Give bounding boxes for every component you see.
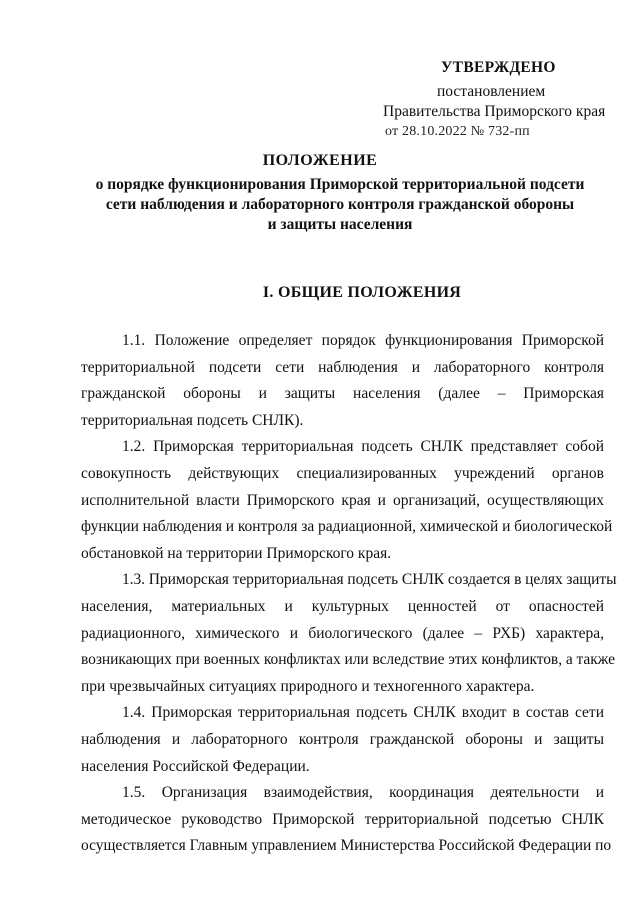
paragraph-line: исполнительной власти Приморского края и организаций, осуществляющих xyxy=(81,491,604,509)
subtitle-line: сети наблюдения и лабораторного контроля гражданской обороны xyxy=(105,196,575,213)
paragraph-line: обстановкой на территории Приморского края. xyxy=(81,544,392,562)
approval-line-government: Правительства Приморского края xyxy=(383,103,606,120)
paragraph-line: населения, материальных и культурных ценностей от опасностей xyxy=(81,597,604,615)
paragraph-line: совокупность действующих специализированных учреждений органов xyxy=(81,464,604,482)
paragraph-line: наблюдения и лабораторного контроля гражданской обороны и защиты xyxy=(81,730,604,748)
paragraph-1-2 xyxy=(81,434,613,567)
paragraph-line: осуществляется Главным управлением Министерства Российской Федерации по xyxy=(81,837,612,855)
paragraph-1-5 xyxy=(81,780,612,860)
paragraph-line: гражданской обороны и защиты населения (далее – Приморская xyxy=(81,385,604,403)
paragraph-line: радиационного, химического и биологического (далее – РХБ) характера, xyxy=(81,624,604,642)
section-body xyxy=(81,328,617,860)
document-title: ПОЛОЖЕНИЕ xyxy=(262,152,378,169)
paragraph-line: территориальной подсети сети наблюдения и лабораторного контроля xyxy=(81,358,604,376)
paragraph-line: при чрезвычайных ситуациях природного и техногенного характера. xyxy=(81,677,535,695)
paragraph-line: территориальная подсеть СНЛК). xyxy=(81,411,304,429)
section-heading: I. ОБЩИЕ ПОЛОЖЕНИЯ xyxy=(262,284,462,301)
approval-stamp xyxy=(383,58,608,142)
paragraph-1-3 xyxy=(81,567,617,700)
paragraph-line: населения Российской Федерации. xyxy=(81,757,310,775)
subtitle-line: и защиты населения xyxy=(267,216,413,233)
paragraph-line: 1.2. Приморская территориальная подсеть СНЛК представляет собой xyxy=(122,438,604,456)
paragraph-1-1 xyxy=(81,328,604,434)
approval-line-decree: постановлением xyxy=(437,83,546,100)
paragraph-line: 1.5. Организация взаимодействия, координация деятельности и xyxy=(122,784,604,802)
paragraph-line: 1.3. Приморская территориальная подсеть СНЛК создается в целях защиты xyxy=(122,571,617,589)
paragraph-line: 1.1. Положение определяет порядок функционирования Приморской xyxy=(122,332,604,349)
paragraph-line: методическое руководство Приморской территориальной подсетью СНЛК xyxy=(81,810,604,828)
approval-heading: УТВЕРЖДЕНО xyxy=(441,59,556,76)
subtitle-line: о порядке функционирования Приморской территориальной подсети xyxy=(95,176,585,193)
paragraph-1-4 xyxy=(81,700,604,780)
approval-line-date-number: от 28.10.2022 № 732-пп xyxy=(385,124,530,139)
paragraph-line: возникающих при военных конфликтах или вследствие этих конфликтов, а также xyxy=(81,651,615,669)
paragraph-line: 1.4. Приморская территориальная подсеть СНЛК входит в состав сети xyxy=(122,704,604,722)
paragraph-line: функции наблюдения и контроля за радиационной, химической и биологической xyxy=(81,518,613,536)
document-subtitle xyxy=(80,175,600,235)
